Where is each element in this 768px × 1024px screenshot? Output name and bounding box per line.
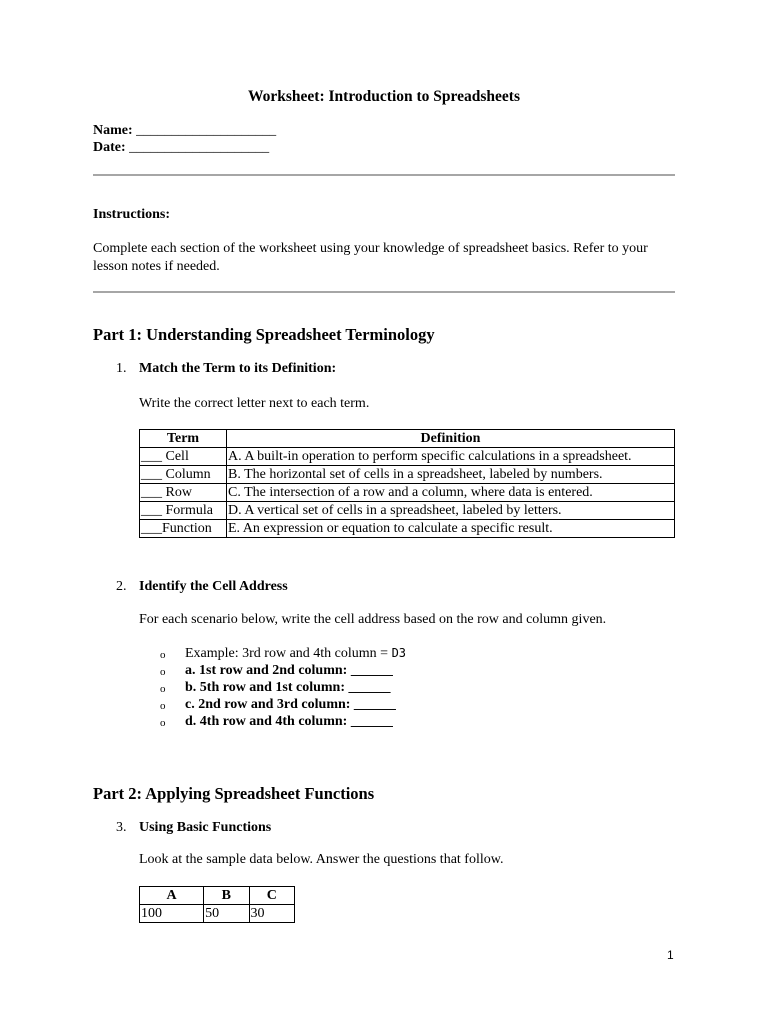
divider-top — [93, 174, 675, 176]
q2-heading: Identify the Cell Address — [139, 579, 288, 594]
page-number: 1 — [667, 948, 674, 962]
definition-cell: D. A vertical set of cells in a spreadsheet, labeled by letters. — [227, 502, 675, 520]
list-item: c. 2nd row and 3rd column: ______ — [185, 697, 396, 712]
instructions-heading: Instructions: — [93, 207, 171, 222]
example-item — [185, 646, 406, 662]
bullet-icon: o — [160, 683, 166, 695]
definition-cell: B. The horizontal set of cells in a spreadsheet, labeled by numbers. — [227, 466, 675, 484]
term-cell: ___ Cell — [140, 448, 227, 466]
part2-heading: Part 2: Applying Spreadsheet Functions — [93, 784, 375, 803]
name-field — [93, 123, 276, 139]
term-definition-table — [139, 429, 675, 538]
data-cell: 30 — [249, 905, 294, 923]
definition-cell: E. An expression or equation to calculate a specific result. — [227, 520, 675, 538]
table-row — [140, 905, 295, 923]
bullet-icon: o — [160, 649, 166, 661]
bullet-icon: o — [160, 666, 166, 678]
data-cell: 100 — [140, 905, 204, 923]
definition-cell: A. A built-in operation to perform specific calculations in a spreadsheet. — [227, 448, 675, 466]
list-item: d. 4th row and 4th column: ______ — [185, 714, 393, 729]
table-row — [140, 484, 675, 502]
table-row — [140, 502, 675, 520]
date-label: Date: — [93, 140, 126, 155]
data-cell: 50 — [204, 905, 249, 923]
date-blank: ____________________ — [129, 140, 270, 155]
column-header-b: B — [204, 887, 249, 905]
column-header-a: A — [140, 887, 204, 905]
table-header-definition: Definition — [227, 430, 675, 448]
q2-prompt: For each scenario below, write the cell address based on the row and column given. — [139, 612, 607, 627]
q3-heading: Using Basic Functions — [139, 820, 272, 835]
table-header-row — [140, 430, 675, 448]
term-cell: ___ Formula — [140, 502, 227, 520]
divider-instructions — [93, 291, 675, 293]
table-header-term: Term — [140, 430, 227, 448]
table-row — [140, 448, 675, 466]
name-label: Name: — [93, 123, 133, 138]
bullet-icon: o — [160, 700, 166, 712]
part1-heading: Part 1: Understanding Spreadsheet Terminology — [93, 325, 435, 344]
bullet-icon: o — [160, 717, 166, 729]
q1-number: 1. — [116, 361, 127, 376]
instructions-body: Complete each section of the worksheet using your knowledge of spreadsheet basics. Refer to your lesson notes if needed. — [93, 241, 648, 274]
term-cell: ___ Row — [140, 484, 227, 502]
q1-prompt: Write the correct letter next to each term. — [139, 396, 370, 411]
sample-data-table — [139, 886, 295, 923]
term-cell: ___ Column — [140, 466, 227, 484]
term-cell: ___Function — [140, 520, 227, 538]
definition-cell: C. The intersection of a row and a column, where data is entered. — [227, 484, 675, 502]
date-field — [93, 140, 269, 156]
list-item: b. 5th row and 1st column: ______ — [185, 680, 391, 695]
q1-heading: Match the Term to its Definition: — [139, 361, 337, 376]
q3-prompt: Look at the sample data below. Answer the questions that follow. — [139, 852, 504, 867]
page-title: Worksheet: Introduction to Spreadsheets — [248, 88, 520, 105]
list-item: a. 1st row and 2nd column: ______ — [185, 663, 393, 678]
q3-number: 3. — [116, 820, 127, 835]
q2-number: 2. — [116, 579, 127, 594]
example-code: D3 — [391, 646, 407, 660]
name-blank: ____________________ — [136, 123, 277, 138]
column-header-c: C — [249, 887, 294, 905]
table-row — [140, 520, 675, 538]
table-row — [140, 466, 675, 484]
table-header-row — [140, 887, 295, 905]
example-text: Example: 3rd row and 4th column = — [185, 646, 392, 661]
